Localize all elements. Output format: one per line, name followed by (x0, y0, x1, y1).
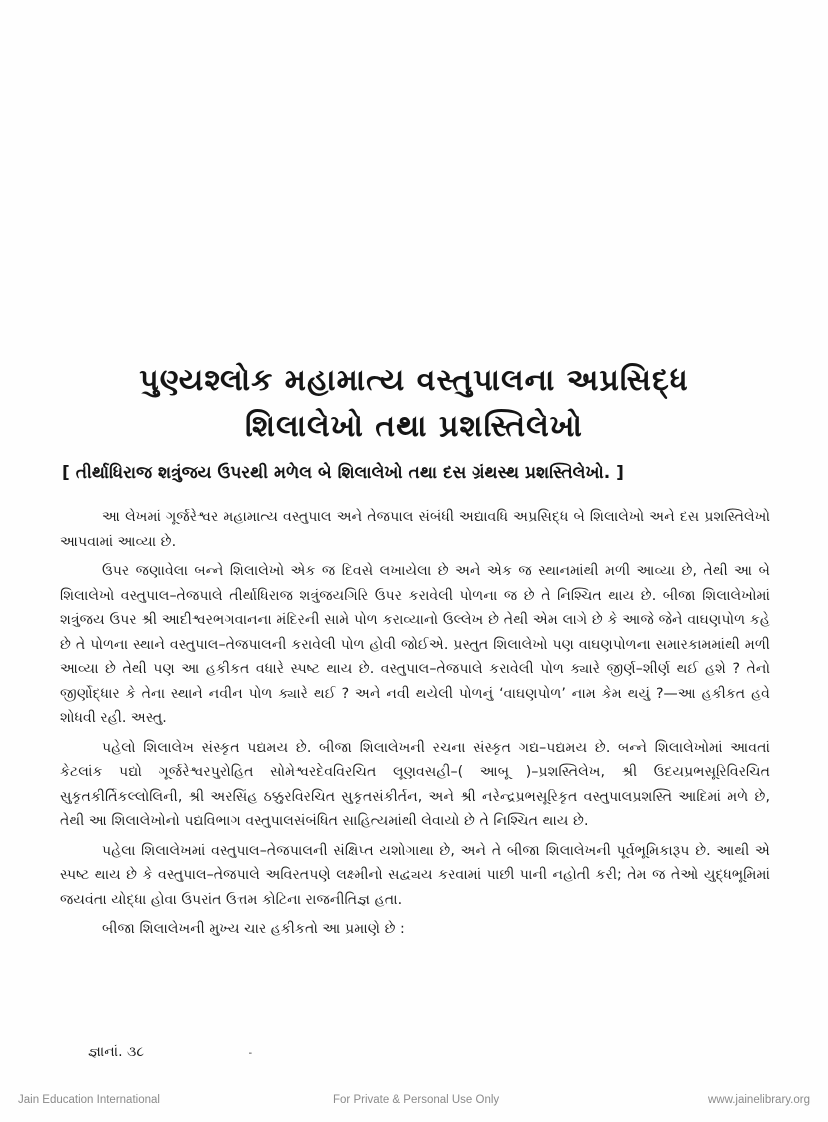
title-line-1: પુણ્યશ્લોક મહામાત્ય વસ્તુપાલના અપ્રસિદ્ધ (139, 363, 689, 398)
document-subtitle: [ તીર્થાધિરાજ શત્રુંજય ઉપરથી મળેલ બે શિલાલેખો તથા દસ ગ્રંથસ્થ પ્રશસ્તિલેખો. ] (62, 463, 624, 483)
paragraph-inscriptions-composition: પહેલો શિલાલેખ સંસ્કૃત પદ્યમય છે. બીજા શિલાલેખની રચના સંસ્કૃત ગદ્ય–પદ્યમય છે. બન્ને શિલાલેખોમાં આવતાં કેટલાંક પદ્યો ગૂર્જરેશ્વરપુરોહિત સોમેશ્વરદેવવિરચિત લૂણવસહી–( આબૂ )–પ્રશસ્તિલેખ, શ્રી ઉદયપ્રભસૂરિવિરચિત સુકૃતકીર્તિકલ્લોલિની, શ્રી અરસિંહ ઠક્કુરવિરચિત સુકૃતસંકીર્તન, અને શ્રી નરેન્દ્રપ્રભસૂરિકૃત વસ્તુપાલપ્રશસ્તિ આદિમાં મળે છે, તેથી આ શિલાલેખોનો પદ્યવિભાગ વસ્તુપાલસંબંધિત સાહિત્યમાંથી લેવાયો છે તે નિશ્ચિત થાય છે. (60, 739, 770, 829)
paragraph-first-inscription: પહેલા શિલાલેખમાં વસ્તુપાલ–તેજપાલની સંક્ષિપ્ત યશોગાથા છે, અને તે બીજા શિલાલેખની પૂર્વભૂમિકારૂપ છે. આથી એ સ્પષ્ટ થાય છે કે વસ્તુપાલ–તેજપાલે અવિરતપણે લક્ષ્મીનો સદ્વ્યય કરવામાં પાછી પાની નહોતી કરી; તેમ જ તેઓ યુદ્ધભૂમિમાં જયવંતા યોદ્ધા હોવા ઉપરાંત ઉત્તમ કોટિના રાજનીતિજ્ઞ હતા. (60, 842, 770, 908)
page-reference (88, 1044, 252, 1060)
footer-website-link[interactable]: www.jainelibrary.org (707, 1094, 810, 1106)
document-title (60, 358, 768, 450)
title-line-2: શિલાલેખો તથા પ્રશસ્તિલેખો (245, 409, 583, 444)
document-body (60, 505, 770, 947)
paragraph-second-inscription-facts: બીજા શિલાલેખની મુખ્ય ચાર હકીકતો આ પ્રમાણે છે : (102, 921, 405, 937)
page-reference-label: જ્ઞાનાં. ૩૮ (88, 1044, 145, 1060)
paragraph-intro: આ લેખમાં ગૂર્જરેશ્વર મહામાત્ય વસ્તુપાલ અને તેજપાલ સંબંધી અદ્યાવધિ અપ્રસિદ્ધ બે શિલાલેખો અને દસ પ્રશસ્તિલેખો આપવામાં આવ્યા છે. (60, 509, 770, 550)
paragraph-inscriptions-origin: ઉપર જણાવેલા બન્ને શિલાલેખો એક જ દિવસે લખાયેલા છે અને એક જ સ્થાનમાંથી મળી આવ્યા છે, તેથી આ બે શિલાલેખો વસ્તુપાલ–તેજપાલે તીર્થાધિરાજ શત્રુંજયગિરિ ઉપર કરાવેલી પોળના જ છે તે નિશ્ચિત થાય છે. બીજા શિલાલેખોમાં શત્રુંજય ઉપર શ્રી આદીશ્વરભગવાનના મંદિરની સામે પોળ કરાવ્યાનો ઉલ્લેખ છે તેથી એમ લાગે છે કે આજે જેને વાઘણપોળ કહે છે તે પોળના સ્થાને વસ્તુપાલ–તેજપાલની કરાવેલી પોળ હોવી જોઈએ. પ્રસ્તુત શિલાલેખો પણ વાઘણપોળના સમારકામમાંથી મળી આવ્યા છે તેથી પણ આ હકીકત વધારે સ્પષ્ટ થાય છે. વસ્તુપાલ–તેજપાલે કરાવેલી પોળ ક્યારે જીર્ણ–શીર્ણ થઈ હશે ? તેનો જીર્ણોદ્ધાર કે તેના સ્થાને નવીન પોળ ક્યારે થઈ ? અને નવી થયેલી પોળનું ‘વાઘણપોળ’ નામ કેમ થયું ?—આ હકીકત હવે શોધવી રહી. અસ્તુ. (60, 563, 770, 726)
footer-publisher: Jain Education International (18, 1094, 160, 1106)
page-mark: - (248, 1048, 253, 1059)
page-footer (0, 1094, 828, 1114)
footer-usage-notice: For Private & Personal Use Only (333, 1094, 500, 1106)
